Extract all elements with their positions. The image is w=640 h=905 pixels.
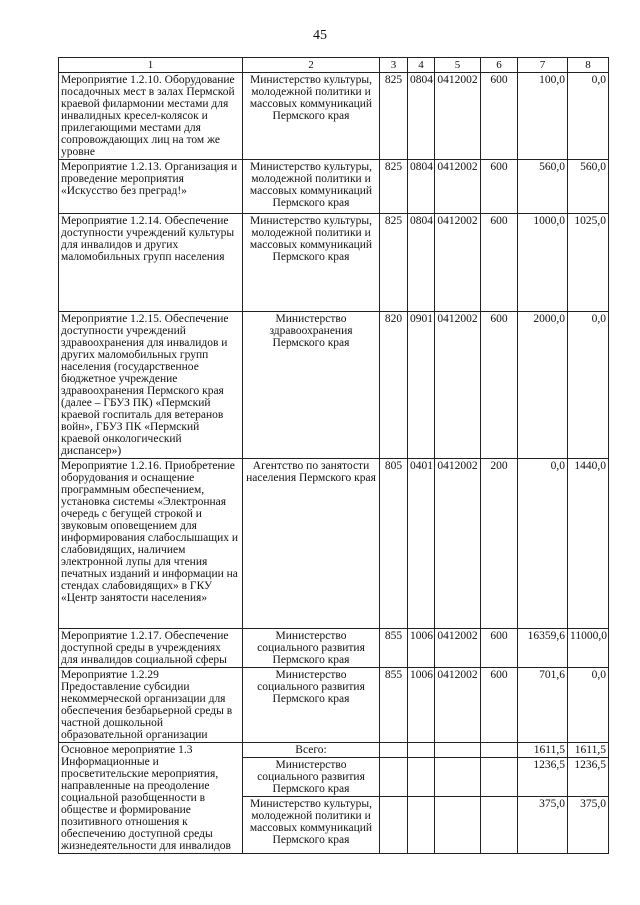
- event-cell: Мероприятие 1.2.15. Обеспечение доступности учреждений здравоохранения для инвалидов и других маломобильных групп населения (государственное бюджетное учреждение здравоохранения Пермского края (далее – ГБУЗ ПК) «Пермский краевой госпиталь для ветеранов войн», ГБУЗ ПК «Пермский краевой онкологический диспансер»): [59, 312, 243, 459]
- table-row: [59, 668, 609, 743]
- column-header: 2: [243, 58, 380, 73]
- section-cell: 0804: [408, 73, 435, 160]
- code-cell: 855: [380, 629, 408, 668]
- amount-cell: 1440,0: [568, 459, 609, 629]
- table-row: [59, 73, 609, 160]
- section-cell: 0804: [408, 160, 435, 214]
- amount-cell: 2000,0: [518, 312, 568, 459]
- expense-type-cell: 600: [481, 668, 518, 743]
- executor-cell: Министерство социального развития Пермского края: [243, 758, 380, 797]
- amount-cell: 16359,6: [518, 629, 568, 668]
- event-cell: Мероприятие 1.2.10. Оборудование посадочных мест в залах Пермской краевой филармонии местами для инвалидных кресел-колясок и прилегающими местами для сопровождающих лиц на том же уровне: [59, 73, 243, 160]
- section-cell: 0804: [408, 214, 435, 312]
- main-event-cell: Основное мероприятие 1.3 Информационные и просветительские мероприятия, направленные на преодоление социальной разобщенности в обществе и формирование позитивного отношения к обеспечению доступной среды жизнедеятельности для инвалидов: [59, 743, 243, 854]
- executor-cell: Агентство по занятости населения Пермского края: [243, 459, 380, 629]
- budget-table: [58, 57, 609, 854]
- section-cell: 0901: [408, 312, 435, 459]
- executor-cell: Министерство культуры, молодежной политики и массовых коммуникаций Пермского края: [243, 160, 380, 214]
- code-cell: 825: [380, 214, 408, 312]
- expense-type-cell: 600: [481, 73, 518, 160]
- amount-cell: 0,0: [568, 668, 609, 743]
- target-cell: 0412002: [435, 629, 481, 668]
- amount-cell: 560,0: [518, 160, 568, 214]
- table-row: [59, 459, 609, 629]
- column-header: 1: [59, 58, 243, 73]
- code-cell: 825: [380, 73, 408, 160]
- code-cell: 805: [380, 459, 408, 629]
- section-cell: 0401: [408, 459, 435, 629]
- amount-cell: 560,0: [568, 160, 609, 214]
- amount-cell: 1025,0: [568, 214, 609, 312]
- amount-cell: 0,0: [568, 312, 609, 459]
- column-header: 7: [518, 58, 568, 73]
- column-header: 3: [380, 58, 408, 73]
- executor-cell: Министерство культуры, молодежной политики и массовых коммуникаций Пермского края: [243, 797, 380, 854]
- amount-cell: 701,6: [518, 668, 568, 743]
- column-header: 8: [568, 58, 609, 73]
- column-header: 6: [481, 58, 518, 73]
- amount-cell: 0,0: [568, 73, 609, 160]
- section-cell: 1006: [408, 629, 435, 668]
- total-row: [59, 743, 609, 758]
- page-number: 45: [313, 28, 327, 43]
- target-cell: 0412002: [435, 459, 481, 629]
- executor-cell: Министерство культуры, молодежной политики и массовых коммуникаций Пермского края: [243, 214, 380, 312]
- column-header-row: [59, 58, 609, 73]
- event-cell: Мероприятие 1.2.29 Предоставление субсидии некоммерческой организации для обеспечения безбарьерной среды в частной дошкольной образовательной организации: [59, 668, 243, 743]
- executor-cell: Министерство культуры, молодежной политики и массовых коммуникаций Пермского края: [243, 73, 380, 160]
- table-row: [59, 214, 609, 312]
- target-cell: 0412002: [435, 73, 481, 160]
- code-cell: 825: [380, 160, 408, 214]
- amount-cell: 1236,5: [568, 758, 609, 797]
- total-amount-cell: 1611,5: [518, 743, 568, 758]
- amount-cell: 375,0: [518, 797, 568, 854]
- event-cell: Мероприятие 1.2.13. Организация и проведение мероприятия «Искусство без преград!»: [59, 160, 243, 214]
- table-row: [59, 160, 609, 214]
- expense-type-cell: 600: [481, 312, 518, 459]
- code-cell: 855: [380, 668, 408, 743]
- total-amount-cell: 1611,5: [568, 743, 609, 758]
- target-cell: 0412002: [435, 214, 481, 312]
- executor-cell: Министерство социального развития Пермского края: [243, 629, 380, 668]
- table-row: [59, 629, 609, 668]
- amount-cell: 375,0: [568, 797, 609, 854]
- expense-type-cell: 600: [481, 160, 518, 214]
- table-row: [59, 312, 609, 459]
- event-cell: Мероприятие 1.2.16. Приобретение оборудования и оснащение программным обеспечением, установка системы «Электронная очередь с бегущей строкой и звуковым оповещением для информирования слабослышащих и слабовидящих, наличием электронной лупы для чтения печатных изданий и информации на стендах слабовидящих» в ГКУ «Центр занятости населения»: [59, 459, 243, 629]
- amount-cell: 1236,5: [518, 758, 568, 797]
- expense-type-cell: 200: [481, 459, 518, 629]
- target-cell: 0412002: [435, 160, 481, 214]
- executor-cell: Министерство здравоохранения Пермского края: [243, 312, 380, 459]
- column-header: 4: [408, 58, 435, 73]
- event-cell: Мероприятие 1.2.14. Обеспечение доступности учреждений культуры для инвалидов и других маломобильных групп населения: [59, 214, 243, 312]
- executor-cell: Министерство социального развития Пермского края: [243, 668, 380, 743]
- amount-cell: 100,0: [518, 73, 568, 160]
- target-cell: 0412002: [435, 668, 481, 743]
- amount-cell: 11000,0: [568, 629, 609, 668]
- target-cell: 0412002: [435, 312, 481, 459]
- event-cell: Мероприятие 1.2.17. Обеспечение доступной среды в учреждениях для инвалидов социальной сферы: [59, 629, 243, 668]
- amount-cell: 0,0: [518, 459, 568, 629]
- total-label: Всего:: [243, 743, 380, 758]
- expense-type-cell: 600: [481, 214, 518, 312]
- column-header: 5: [435, 58, 481, 73]
- amount-cell: 1000,0: [518, 214, 568, 312]
- expense-type-cell: 600: [481, 629, 518, 668]
- code-cell: 820: [380, 312, 408, 459]
- section-cell: 1006: [408, 668, 435, 743]
